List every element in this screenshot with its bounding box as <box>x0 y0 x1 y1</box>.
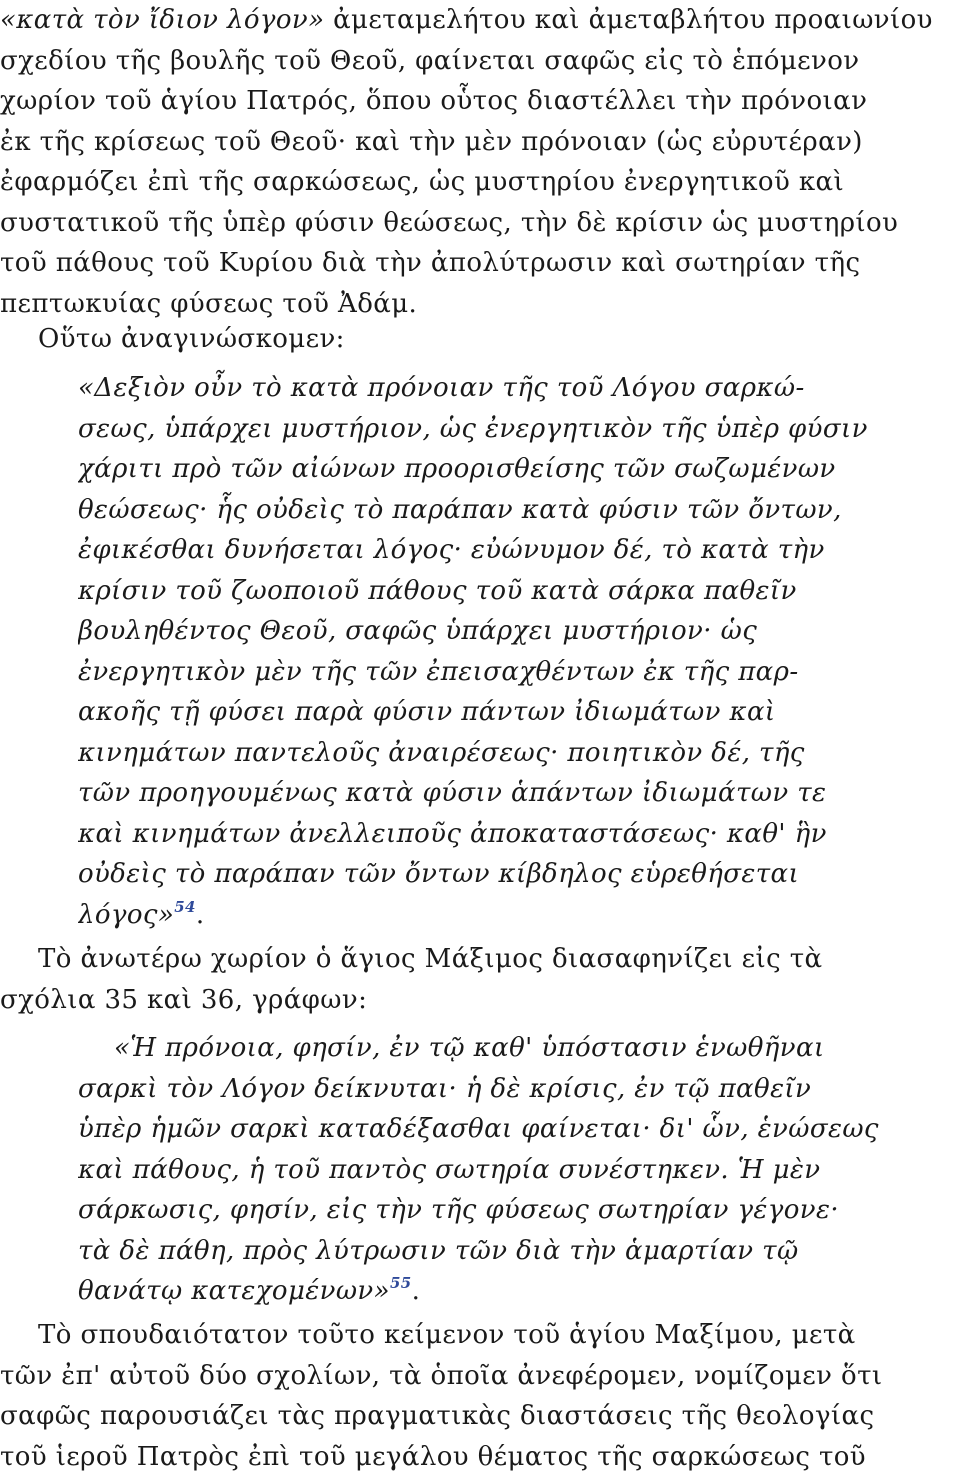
quote-1-end: . <box>196 900 205 930</box>
paragraph-3-line: Τὸ σπουδαιότατον τοῦτο κείμενον τοῦ ἁγίου Μαξίμου, μετὰ <box>0 1315 960 1356</box>
paragraph-3 <box>0 1315 960 1477</box>
intro-line <box>0 319 960 360</box>
paragraph-1-line-1 <box>0 0 960 41</box>
quote-1-line: τῶν προηγουμένως κατὰ φύσιν ἁπάντων ἰδιωμάτων τε <box>78 773 960 814</box>
quote-1 <box>78 368 960 935</box>
quote-2-line: καὶ πάθους, ἡ τοῦ παντὸς σωτηρία συνέστηκεν. Ἡ μὲν <box>78 1150 960 1191</box>
quote-2-last-line <box>78 1271 960 1312</box>
quote-1-line: βουληθέντος Θεοῦ, σαφῶς ὑπάρχει μυστήριον· ὡς <box>78 611 960 652</box>
paragraph-3-line: τῶν ἐπ' αὐτοῦ δύο σχολίων, τὰ ὁποῖα ἀνεφέρομεν, νομίζομεν ὅτι <box>0 1356 960 1397</box>
lead-italic-phrase: «κατὰ τὸν ἴδιον λόγον» <box>0 5 324 35</box>
quote-2-line: τὰ δὲ πάθη, πρὸς λύτρωσιν τῶν διὰ τὴν ἁμαρτίαν τῷ <box>78 1231 960 1272</box>
quote-2-line: ὑπὲρ ἡμῶν σαρκὶ καταδέξασθαι φαίνεται· δι' ὧν, ἑνώσεως <box>78 1109 960 1150</box>
quote-1-line: «Δεξιὸν οὖν τὸ κατὰ πρόνοιαν τῆς τοῦ Λόγου σαρκώ- <box>78 368 960 409</box>
quote-1-line: κρίσιν τοῦ ζωοποιοῦ πάθους τοῦ κατὰ σάρκα παθεῖν <box>78 571 960 612</box>
paragraph-2 <box>0 939 960 1020</box>
quote-2-last-text: θανάτῳ κατεχομένων» <box>78 1276 390 1306</box>
paragraph-1-line: χωρίον τοῦ ἁγίου Πατρός, ὅπου οὗτος διαστέλλει τὴν πρόνοιαν <box>0 81 960 122</box>
quote-1-line: καὶ κινημάτων ἀνελλειποῦς ἀποκαταστάσεως· καθ' ἣν <box>78 814 960 855</box>
quote-1-last-text: λόγος» <box>78 900 174 930</box>
paragraph-1-line: τοῦ πάθους τοῦ Κυρίου διὰ τὴν ἀπολύτρωσιν καὶ σωτηρίαν τῆς <box>0 243 960 284</box>
paragraph-1-line: συστατικοῦ τῆς ὑπὲρ φύσιν θεώσεως, τὴν δὲ κρίσιν ὡς μυστηρίου <box>0 203 960 244</box>
quote-2-line: σάρκωσις, φησίν, εἰς τὴν τῆς φύσεως σωτηρίαν γέγονε· <box>78 1190 960 1231</box>
paragraph-2-line: Τὸ ἀνωτέρω χωρίον ὁ ἅγιος Μάξιμος διασαφηνίζει εἰς τὰ <box>0 939 960 980</box>
intro-text: Οὕτω ἀναγινώσκομεν: <box>0 319 960 360</box>
quote-2 <box>78 1028 960 1312</box>
paragraph-1-line: πεπτωκυίας φύσεως τοῦ Ἀδάμ. <box>0 284 960 325</box>
quote-1-line: θεώσεως· ἧς οὐδεὶς τὸ παράπαν κατὰ φύσιν τῶν ὄντων, <box>78 490 960 531</box>
paragraph-1-line: σχεδίου τῆς βουλῆς τοῦ Θεοῦ, φαίνεται σαφῶς εἰς τὸ ἑπόμενον <box>0 41 960 82</box>
footnote-marker-54[interactable]: 54 <box>174 898 196 916</box>
quote-1-last-line <box>78 895 960 936</box>
quote-1-line: ἐφικέσθαι δυνήσεται λόγος· εὐώνυμον δέ, τὸ κατὰ τὴν <box>78 530 960 571</box>
paragraph-3-line: σαφῶς παρουσιάζει τὰς πραγματικὰς διαστάσεις τῆς θεολογίας <box>0 1396 960 1437</box>
quote-1-line: ἐνεργητικὸν μὲν τῆς τῶν ἐπεισαχθέντων ἐκ τῆς παρ- <box>78 652 960 693</box>
paragraph-1-line-1-rest: ἀμεταμελήτου καὶ ἀμεταβλήτου προαιωνίου <box>324 5 932 35</box>
quote-1-line: ακοῆς τῇ φύσει παρὰ φύσιν πάντων ἰδιωμάτων καὶ <box>78 692 960 733</box>
paragraph-2-line: σχόλια 35 καὶ 36, γράφων: <box>0 980 960 1021</box>
quote-2-line: σαρκὶ τὸν Λόγον δείκνυται· ἡ δὲ κρίσις, ἐν τῷ παθεῖν <box>78 1069 960 1110</box>
quote-1-line: χάριτι πρὸ τῶν αἰώνων προορισθείσης τῶν σωζωμένων <box>78 449 960 490</box>
quote-2-line: «Ἡ πρόνοια, φησίν, ἐν τῷ καθ' ὑπόστασιν ἑνωθῆναι <box>78 1028 960 1069</box>
quote-2-end: . <box>412 1276 421 1306</box>
paragraph-1 <box>0 0 960 324</box>
quote-1-line: οὐδεὶς τὸ παράπαν τῶν ὄντων κίβδηλος εὑρεθήσεται <box>78 854 960 895</box>
paragraph-1-line: ἐκ τῆς κρίσεως τοῦ Θεοῦ· καὶ τὴν μὲν πρόνοιαν (ὡς εὐρυτέραν) <box>0 122 960 163</box>
paragraph-3-line: τοῦ ἱεροῦ Πατρὸς ἐπὶ τοῦ μεγάλου θέματος τῆς σαρκώσεως τοῦ <box>0 1437 960 1477</box>
quote-1-line: σεως, ὑπάρχει μυστήριον, ὡς ἐνεργητικὸν τῆς ὑπὲρ φύσιν <box>78 409 960 450</box>
footnote-marker-55[interactable]: 55 <box>390 1274 412 1292</box>
paragraph-1-line: ἐφαρμόζει ἐπὶ τῆς σαρκώσεως, ὡς μυστηρίου ἐνεργητικοῦ καὶ <box>0 162 960 203</box>
quote-1-line: κινημάτων παντελοῦς ἀναιρέσεως· ποιητικὸν δέ, τῆς <box>78 733 960 774</box>
